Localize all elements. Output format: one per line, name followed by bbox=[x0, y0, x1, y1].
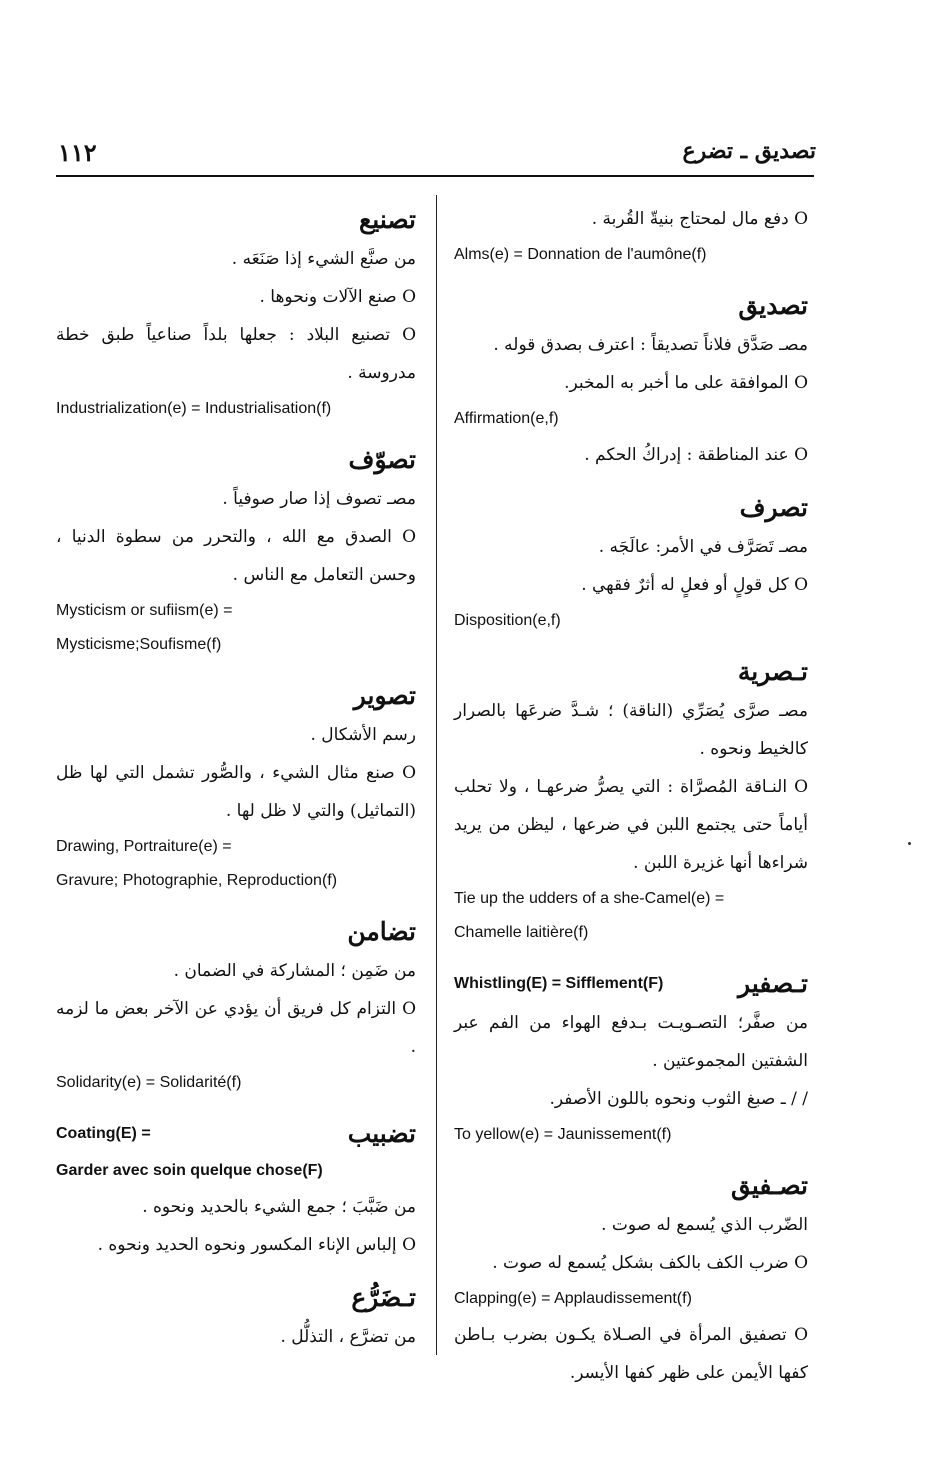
headword-row bbox=[454, 964, 808, 1004]
headword: تصرف bbox=[739, 493, 808, 522]
definition-line: من صفَّر؛ التصـويـت بـدفع الهواء من الفم عبر الشفتين المجموعتين . bbox=[454, 1013, 808, 1071]
translation: Disposition(e,f) bbox=[454, 612, 561, 629]
entry-taswir bbox=[56, 676, 416, 898]
definition-line: من ضَمِن ؛ المشاركة في الضمان . bbox=[173, 961, 416, 981]
scan-speck bbox=[908, 842, 911, 845]
translation: Mysticism or sufiism(e) = bbox=[56, 602, 233, 619]
headword: تصنيع bbox=[358, 205, 416, 234]
entry-continuation bbox=[454, 200, 808, 272]
definition-line: O ضرب الكف بالكف بشكل يُسمع له صوت . bbox=[492, 1253, 808, 1273]
definition-line: O صنع الآلات ونحوها . bbox=[259, 287, 416, 307]
definition-line: مصـ تَصَرَّف في الأمر: عالَجَه . bbox=[598, 537, 808, 557]
definition-line: الضّرب الذي يُسمع له صوت . bbox=[601, 1215, 808, 1235]
definition-line: مصـ تصوف إذا صار صوفياً . bbox=[222, 489, 416, 509]
definition-line: من ضَبَّبَ ؛ جمع الشيء بالحديد ونحوه . bbox=[142, 1197, 416, 1217]
translation: Affirmation(e,f) bbox=[454, 410, 559, 427]
definition-line: O التزام كل فريق أن يؤدي عن الآخر بعض ما لزمه . bbox=[56, 999, 416, 1057]
definition-line: O دفع مال لمحتاج بنيةّ القُربة . bbox=[591, 209, 808, 229]
page-number: ١١٢ bbox=[58, 138, 97, 167]
entry-tasdiq bbox=[454, 286, 808, 474]
translation: Whistling(E) = Sifflement(F) bbox=[454, 975, 664, 992]
definition-line: O تصنيع البلاد : جعلها بلداً صناعياً طبق خطة مدروسة . bbox=[56, 325, 416, 383]
translation: Drawing, Portraiture(e) = bbox=[56, 838, 232, 855]
headword: تصوّف bbox=[348, 445, 416, 474]
headword: تضبيب bbox=[347, 1119, 416, 1148]
column-divider bbox=[436, 195, 437, 1355]
headword: تـصرية bbox=[737, 657, 808, 686]
definition-line: O النـاقة المُصرَّاة : التي يصرُّ ضرعهـا ، ولا تحلب أياماً حتى يجتمع اللبن في ضرعها ، ليظن من يريد شراءها أنها غزيرة اللبن . bbox=[454, 777, 808, 873]
definition-line: من صنَّع الشيء إذا صَنَعَه . bbox=[231, 249, 416, 269]
definition-line: O تصفيق المرأة في الصـلاة يكـون بضرب بـاطن كفها الأيمن على ظهر كفها الأيسر. bbox=[454, 1325, 808, 1383]
entry-tasriya bbox=[454, 652, 808, 950]
headword: تضامن bbox=[347, 917, 416, 946]
translation: To yellow(e) = Jaunissement(f) bbox=[454, 1126, 672, 1143]
headword: تصديق bbox=[738, 291, 808, 320]
translation: Industrialization(e) = Industrialisation(f) bbox=[56, 400, 332, 417]
running-title: تصديق ـ تضرع bbox=[682, 138, 816, 164]
entry-tasarruf bbox=[454, 488, 808, 638]
header-rule bbox=[56, 175, 814, 177]
right-column bbox=[454, 200, 808, 1406]
definition-line: O صنع مثال الشيء ، والصُّور تشمل التي لها ظل (التماثيل) والتي لا ظل لها . bbox=[56, 763, 416, 821]
translation: Clapping(e) = Applaudissement(f) bbox=[454, 1290, 692, 1307]
headword: تـصفير bbox=[738, 969, 808, 998]
translation: Garder avec soin quelque chose(F) bbox=[56, 1162, 323, 1179]
definition-line: O كل قولٍ أو فعلٍ له أثرٌ فقهي . bbox=[581, 575, 808, 595]
translation: Alms(e) = Donnation de l'aumône(f) bbox=[454, 246, 707, 263]
definition-line: O الموافقة على ما أخبر به المخبر. bbox=[564, 373, 808, 393]
left-column bbox=[56, 200, 416, 1370]
definition-line: O الصدق مع الله ، والتحرر من سطوة الدنيا ، وحسن التعامل مع الناس . bbox=[56, 527, 416, 585]
entry-tasfiq bbox=[454, 1166, 808, 1392]
entry-tadarru bbox=[56, 1278, 416, 1356]
entry-tasnee bbox=[56, 200, 416, 426]
definition-line: مصـ صَدَّق فلاناً تصديقاً : اعترف بصدق قوله . bbox=[493, 335, 808, 355]
definition-line: رسم الأشكال . bbox=[310, 725, 416, 745]
headword: تـضَرُّع bbox=[351, 1283, 416, 1312]
translation: Tie up the udders of a she-Camel(e) = bbox=[454, 890, 725, 907]
entry-tadbib bbox=[56, 1114, 416, 1264]
translation: Solidarity(e) = Solidarité(f) bbox=[56, 1074, 242, 1091]
definition-line: O عند المناطقة : إدراكُ الحكم . bbox=[584, 445, 808, 465]
headword-row bbox=[56, 1114, 416, 1154]
translation: Coating(E) = bbox=[56, 1125, 151, 1142]
headword: تصـفيق bbox=[730, 1171, 808, 1200]
entry-tasfir bbox=[454, 964, 808, 1152]
definition-line: من تضرَّع ، التذلُّل . bbox=[280, 1327, 416, 1347]
definition-line: مصـ صرَّى يُصَرِّي (الناقة) ؛ شـدَّ ضرعَها بالصرار كالخيط ونحوه . bbox=[454, 701, 808, 759]
definition-line: / / ـ صبغ الثوب ونحوه باللون الأصفر. bbox=[549, 1089, 808, 1109]
translation: Mysticisme;Soufisme(f) bbox=[56, 636, 222, 653]
definition-line: O إلباس الإناء المكسور ونحوه الحديد ونحوه . bbox=[97, 1235, 416, 1255]
translation: Gravure; Photographie, Reproduction(f) bbox=[56, 872, 338, 889]
entry-tasawwuf bbox=[56, 440, 416, 662]
headword: تصوير bbox=[353, 681, 416, 710]
entry-tadamun bbox=[56, 912, 416, 1100]
translation: Chamelle laitière(f) bbox=[454, 924, 589, 941]
